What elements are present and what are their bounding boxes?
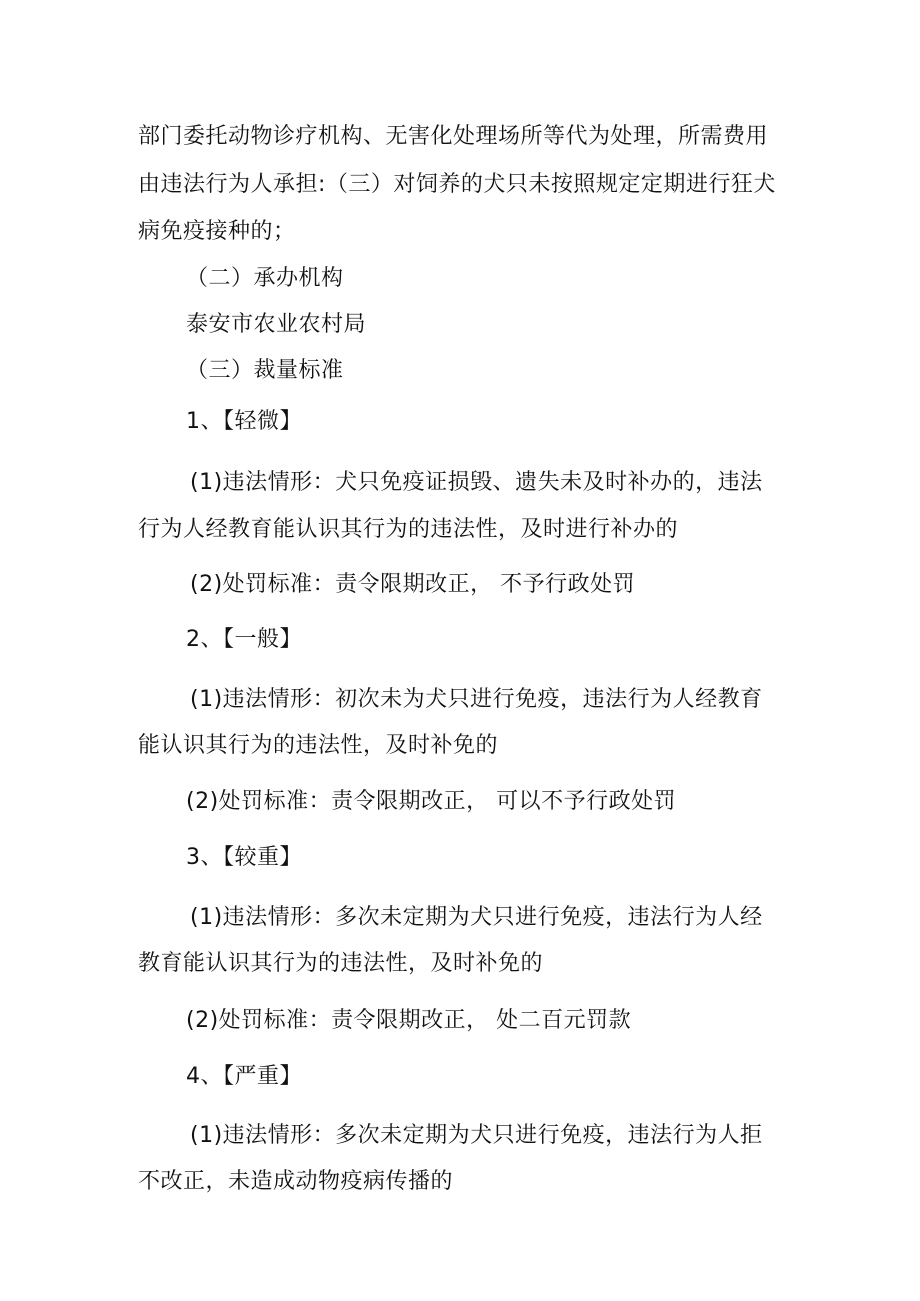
level-4-circumstance-line-2: 不改正，未造成动物疫病传播的 — [138, 1169, 454, 1194]
level-2-penalty: (2)处罚标准：责令限期改正， 可以不予行政处罚 — [186, 789, 677, 814]
level-2-circumstance-line-1: (1)违法情形：初次未为犬只进行免疫，违法行为人经教育 — [190, 687, 763, 712]
level-1-circumstance-line-1: (1)违法情形：犬只免疫证损毁、遗失未及时补办的，违法 — [190, 470, 763, 495]
level-2-title: 2、【一般】 — [186, 627, 302, 652]
level-1-circumstance-line-2: 行为人经教育能认识其行为的违法性，及时进行补办的 — [138, 517, 679, 542]
standard-heading: （三）裁量标准 — [186, 358, 344, 383]
agency-name: 泰安市农业农村局 — [186, 312, 367, 337]
level-1-title: 1、【轻微】 — [186, 409, 302, 434]
level-3-circumstance-line-2: 教育能认识其行为的违法性，及时补免的 — [138, 951, 544, 976]
level-2-circumstance-line-2: 能认识其行为的违法性，及时补免的 — [138, 733, 499, 758]
intro-line-2: 由违法行为人承担:（三）对饲养的犬只未按照规定定期进行狂犬 — [138, 172, 776, 197]
level-4-circumstance-line-1: (1)违法情形：多次未定期为犬只进行免疫，违法行为人拒 — [190, 1123, 763, 1148]
level-4-title: 4、【严重】 — [186, 1064, 302, 1089]
level-1-penalty: (2)处罚标准：责令限期改正， 不予行政处罚 — [190, 572, 636, 597]
intro-line-3: 病免疫接种的； — [138, 219, 296, 244]
level-3-title: 3、【较重】 — [186, 845, 302, 870]
level-3-circumstance-line-1: (1)违法情形：多次未定期为犬只进行免疫，违法行为人经 — [190, 905, 763, 930]
level-3-penalty: (2)处罚标准：责令限期改正， 处二百元罚款 — [186, 1008, 632, 1033]
intro-line-1: 部门委托动物诊疗机构、无害化处理场所等代为处理，所需费用 — [138, 124, 769, 149]
agency-heading: （二）承办机构 — [186, 266, 344, 291]
